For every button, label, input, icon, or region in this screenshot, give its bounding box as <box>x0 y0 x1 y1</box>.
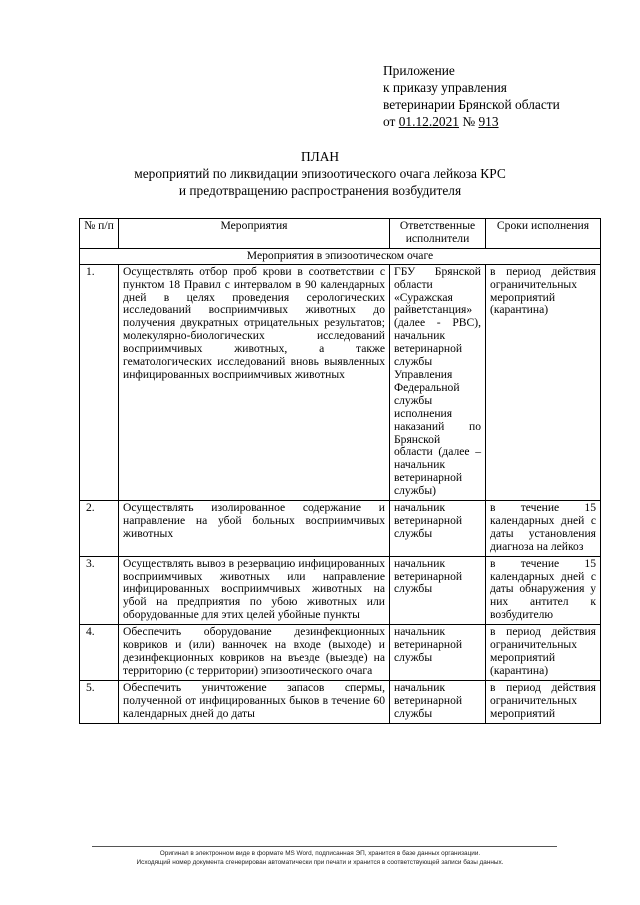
appendix-line-2: к приказу управления <box>383 80 507 95</box>
row-num: 1. <box>80 264 119 500</box>
order-number: 913 <box>478 114 499 129</box>
table-row <box>80 680 601 723</box>
section-row <box>80 248 601 264</box>
row-action: Осуществлять отбор проб крови в соответствии с пунктом 18 Правил с интервалом в 90 календарных дней в целях проведения серологических исследований восприимчивых животных до получения двукратных отрицательных результатов; молекулярно-биологических исследований восприимчивых животных, а также гематологических исследований вновь выявленных инфицированных восприимчивых животных <box>119 264 390 500</box>
order-date: 01.12.2021 <box>398 114 459 129</box>
footer-line-1: Оригинал в электронном виде в формате MS Word, подписанная ЭП, хранится в базе данных организации. <box>159 850 481 857</box>
plan-subtitle-2: и предотвращению распространения возбудителя <box>178 183 462 198</box>
table-row <box>80 264 601 500</box>
appendix-no-sign: № <box>458 114 479 129</box>
row-responsible: начальник ветеринарной службы <box>390 680 486 723</box>
appendix-line-1: Приложение <box>383 63 455 78</box>
row-num: 3. <box>80 556 119 625</box>
row-action: Осуществлять вывоз в резервацию инфицированных восприимчивых животных или направление инфицированных восприимчивых животных на убой на предприятия по убою животных или оборудованные для этих целей убойные пункты <box>119 556 390 625</box>
row-terms: в период действия ограничительных мероприятий <box>486 680 601 723</box>
row-responsible: ГБУ Брянской области «Суражская райветстанция» (далее - РВС), начальник ветеринарной службы Управления Федеральной службы исполнения наказаний по Брянской области (далее – начальник ветеринарной службы) <box>390 264 486 500</box>
row-responsible: начальник ветеринарной службы <box>390 501 486 557</box>
row-responsible: начальник ветеринарной службы <box>390 625 486 681</box>
row-terms: в период действия ограничительных мероприятий (карантина) <box>486 264 601 500</box>
plan-title: ПЛАН <box>300 149 340 164</box>
row-action: Обеспечить уничтожение запасов спермы, полученной от инфицированных быков в течение 60 календарных дней до даты <box>119 680 390 723</box>
header-terms: Сроки исполнения <box>486 219 601 249</box>
appendix-line-4 <box>383 113 560 130</box>
footer-line-2: Исходящий номер документа сгенерирован автоматически при печати и хранится в соответствующей записи базы данных. <box>136 859 504 866</box>
row-responsible: начальник ветеринарной службы <box>390 556 486 625</box>
appendix-block <box>383 62 560 130</box>
row-terms: в период действия ограничительных мероприятий (карантина) <box>486 625 601 681</box>
measures-table <box>79 218 601 724</box>
row-terms: в течение 15 календарных дней с даты обнаружения у них антител к возбудителю <box>486 556 601 625</box>
section-title: Мероприятия в эпизоотическом очаге <box>80 248 601 264</box>
row-action: Обеспечить оборудование дезинфекционных ковриков и (или) ванночек на входе (выходе) и дезинфекционных ковриков на въезде (выезде) на территорию (с территории) эпизоотического очага <box>119 625 390 681</box>
header-num: № п/п <box>80 219 119 249</box>
row-action: Осуществлять изолированное содержание и направление на убой больных восприимчивых животных <box>119 501 390 557</box>
appendix-line-3: ветеринарии Брянской области <box>383 97 560 112</box>
table-row <box>80 556 601 625</box>
appendix-from: от <box>383 114 399 129</box>
row-num: 2. <box>80 501 119 557</box>
header-responsible: Ответственные исполнители <box>390 219 486 249</box>
plan-subtitle-1: мероприятий по ликвидации эпизоотического очага лейкоза КРС <box>134 166 506 181</box>
table-row <box>80 625 601 681</box>
row-num: 4. <box>80 625 119 681</box>
header-action: Мероприятия <box>119 219 390 249</box>
table-header-row <box>80 219 601 249</box>
row-terms: в течение 15 календарных дней с даты установления диагноза на лейкоз <box>486 501 601 557</box>
table-row <box>80 501 601 557</box>
row-num: 5. <box>80 680 119 723</box>
footer-divider <box>92 846 557 847</box>
